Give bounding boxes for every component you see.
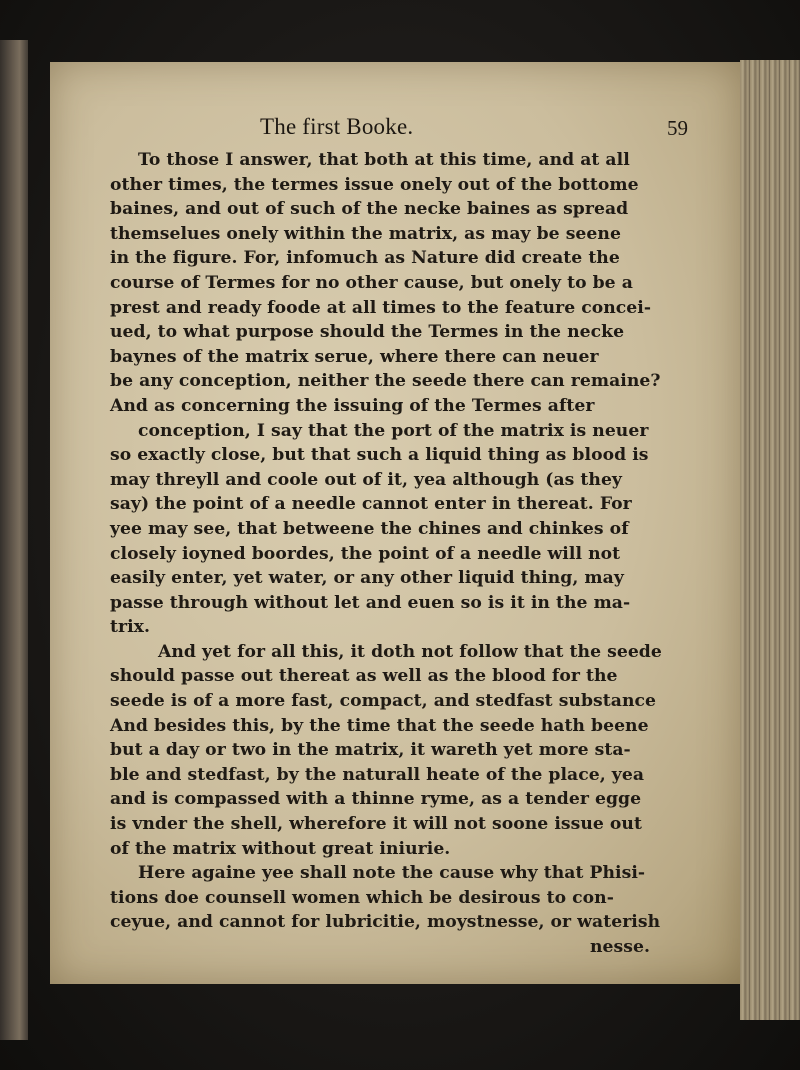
text-line: closely ioyned boordes, the point of a needle will not	[110, 543, 621, 564]
text-line: yee may see, that betweene the chines and chinkes of	[110, 518, 629, 539]
text-line: easily enter, yet water, or any other liquid thing, may	[110, 568, 624, 589]
text-line: prest and ready foode at all times to the feature concei-	[110, 297, 652, 318]
text-line: should passe out thereat as well as the blood for the	[110, 666, 618, 687]
text-line: passe through without let and euen so is it in the ma-	[110, 592, 631, 613]
text-line: baynes of the matrix serue, where there can neuer	[110, 346, 599, 367]
text-line: themselues onely within the matrix, as may be seene	[110, 223, 621, 244]
text-line: other times, the termes issue onely out of the bottome	[110, 174, 639, 195]
running-head	[110, 114, 700, 148]
left-page-edge	[0, 40, 28, 1040]
text-line: conception, I say that the port of the matrix is neuer	[138, 420, 649, 441]
body-text	[110, 148, 700, 960]
text-line: and is compassed with a thinne ryme, as a tender egge	[110, 789, 642, 810]
text-line: ble and stedfast, by the naturall heate of the place, yea	[110, 764, 645, 785]
right-page-stack-edges	[740, 60, 800, 1020]
text-line: And as concerning the issuing of the Termes after	[110, 395, 595, 416]
text-line: tions doe counsell women which be desirous to con-	[110, 887, 614, 908]
text-line: nesse.	[589, 937, 650, 957]
text-line: be any conception, neither the seede there can remaine?	[110, 371, 661, 392]
text-line: so exactly close, but that such a liquid thing as blood is	[110, 445, 649, 466]
text-line: may threyll and coole out of it, yea although (as they	[110, 469, 622, 490]
text-line: And yet for all this, it doth not follow that the seede	[158, 641, 662, 662]
book-page	[50, 62, 740, 984]
page-content	[110, 114, 700, 960]
text-line: of the matrix without great iniurie.	[110, 838, 451, 859]
text-line: To those I answer, that both at this time, and at all	[138, 150, 630, 170]
text-line: Here againe yee shall note the cause why that Phisi-	[138, 863, 646, 884]
text-line: ued, to what purpose should the Termes in the necke	[110, 322, 625, 343]
page-number: 59	[667, 116, 688, 140]
text-line: in the figure. For, infomuch as Nature did create the	[110, 248, 620, 269]
running-title: The first Booke.	[260, 114, 414, 139]
text-line: ceyue, and cannot for lubricitie, moystnesse, or waterish	[110, 912, 661, 933]
text-line: say) the point of a needle cannot enter in thereat. For	[110, 494, 632, 515]
text-line: is vnder the shell, wherefore it will not soone issue out	[110, 814, 642, 835]
text-line: but a day or two in the matrix, it wareth yet more sta-	[110, 740, 631, 761]
text-line: baines, and out of such of the necke baines as spread	[110, 199, 629, 220]
text-line: course of Termes for no other cause, but onely to be a	[110, 272, 633, 293]
text-line: seede is of a more fast, compact, and stedfast substance	[110, 691, 656, 712]
text-line: trix.	[110, 617, 151, 638]
text-line: And besides this, by the time that the seede hath beene	[110, 715, 649, 736]
